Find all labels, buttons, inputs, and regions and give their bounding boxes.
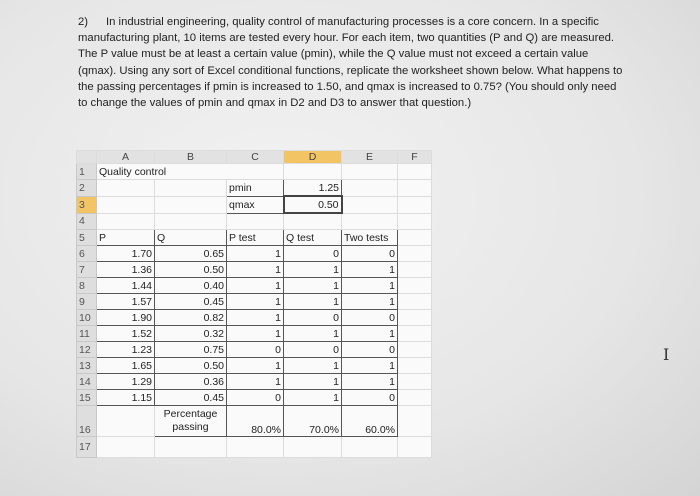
header-p-test[interactable]: P test bbox=[227, 230, 284, 246]
select-all[interactable] bbox=[77, 151, 97, 164]
p-test-cell[interactable]: 0 bbox=[227, 342, 284, 358]
qmax-value-selected[interactable]: 0.50 bbox=[284, 196, 342, 213]
row-header[interactable]: 6 bbox=[77, 246, 97, 262]
column-header-b[interactable]: B bbox=[155, 151, 227, 164]
pmin-label[interactable]: pmin bbox=[227, 180, 284, 197]
question-text bbox=[78, 14, 623, 111]
cell[interactable] bbox=[155, 180, 227, 197]
q-test-cell[interactable]: 0 bbox=[284, 246, 342, 262]
cell[interactable] bbox=[398, 358, 432, 374]
p-value-cell[interactable]: 1.44 bbox=[97, 278, 155, 294]
question-body: In industrial engineering, quality control of manufacturing processes is a core concern. In a specific manufacturing plant, 10 items are tested every hour. For each item, two quantities (P and Q) are measured. The P value must be at least a certain value (pmin), while the Q value must not exceed a certain value (qmax). Using any sort of Excel conditional functions, replicate the worksheet shown below. What happens to the passing percentages if pmin is increased to 1.50, and qmax is increased to 0.75? (You should only need to change the values of pmin and qmax in D2 and D3 to answer that question.) bbox=[78, 16, 623, 110]
column-header-e[interactable]: E bbox=[342, 151, 398, 164]
two-tests-cell[interactable]: 1 bbox=[342, 358, 398, 374]
cell[interactable] bbox=[398, 294, 432, 310]
cell[interactable] bbox=[155, 213, 227, 230]
table-row bbox=[77, 246, 432, 262]
p-value-cell[interactable]: 1.15 bbox=[97, 390, 155, 406]
q-test-cell[interactable]: 1 bbox=[284, 326, 342, 342]
two-tests-cell[interactable]: 1 bbox=[342, 294, 398, 310]
cell[interactable] bbox=[342, 213, 398, 230]
cell[interactable] bbox=[398, 374, 432, 390]
q-value-cell[interactable]: 0.40 bbox=[155, 278, 227, 294]
q-value-cell[interactable]: 0.82 bbox=[155, 310, 227, 326]
p-test-cell[interactable]: 1 bbox=[227, 374, 284, 390]
cell[interactable] bbox=[398, 230, 432, 246]
p-test-cell[interactable]: 1 bbox=[227, 262, 284, 278]
q-value-cell[interactable]: 0.50 bbox=[155, 358, 227, 374]
text-cursor-icon: I bbox=[663, 345, 670, 364]
cell[interactable] bbox=[398, 262, 432, 278]
row-header[interactable]: 11 bbox=[77, 326, 97, 342]
table-row bbox=[77, 294, 432, 310]
qmax-label[interactable]: qmax bbox=[227, 196, 284, 213]
two-tests-cell[interactable]: 0 bbox=[342, 246, 398, 262]
q-test-cell[interactable]: 1 bbox=[284, 374, 342, 390]
two-tests-cell[interactable]: 0 bbox=[342, 310, 398, 326]
q-test-cell[interactable]: 0 bbox=[284, 310, 342, 326]
two-tests-cell[interactable]: 0 bbox=[342, 342, 398, 358]
cell[interactable] bbox=[398, 342, 432, 358]
p-value-cell[interactable]: 1.65 bbox=[97, 358, 155, 374]
cell[interactable] bbox=[398, 390, 432, 406]
q-value-cell[interactable]: 0.45 bbox=[155, 390, 227, 406]
row-header[interactable]: 5 bbox=[77, 230, 97, 246]
table-row bbox=[77, 262, 432, 278]
q-value-cell[interactable]: 0.36 bbox=[155, 374, 227, 390]
cell[interactable] bbox=[398, 437, 432, 458]
cell[interactable] bbox=[398, 326, 432, 342]
cell[interactable] bbox=[155, 196, 227, 213]
cell[interactable] bbox=[97, 180, 155, 197]
row-header[interactable]: 16 bbox=[77, 406, 97, 437]
q-test-cell[interactable]: 1 bbox=[284, 390, 342, 406]
p-value-cell[interactable]: 1.57 bbox=[97, 294, 155, 310]
cell[interactable] bbox=[284, 213, 342, 230]
sheet-title[interactable]: Quality control bbox=[97, 164, 227, 180]
q-test-cell[interactable]: 1 bbox=[284, 358, 342, 374]
p-value-cell[interactable]: 1.52 bbox=[97, 326, 155, 342]
p-test-cell[interactable]: 1 bbox=[227, 326, 284, 342]
question-number: 2) bbox=[78, 16, 89, 28]
q-test-pct[interactable]: 70.0% bbox=[284, 406, 342, 437]
cell[interactable] bbox=[97, 196, 155, 213]
two-tests-cell[interactable]: 1 bbox=[342, 278, 398, 294]
two-tests-cell[interactable]: 1 bbox=[342, 374, 398, 390]
row-header[interactable]: 4 bbox=[77, 213, 97, 230]
cell[interactable] bbox=[342, 196, 398, 213]
table-row bbox=[77, 390, 432, 406]
percentage-passing-label[interactable] bbox=[155, 406, 227, 437]
cell[interactable] bbox=[398, 406, 432, 437]
q-value-cell[interactable]: 0.50 bbox=[155, 262, 227, 278]
cell[interactable] bbox=[227, 213, 284, 230]
header-q[interactable]: Q bbox=[155, 230, 227, 246]
p-value-cell[interactable]: 1.90 bbox=[97, 310, 155, 326]
cell[interactable] bbox=[398, 246, 432, 262]
row-header[interactable]: 7 bbox=[77, 262, 97, 278]
q-value-cell[interactable]: 0.32 bbox=[155, 326, 227, 342]
p-test-pct[interactable]: 80.0% bbox=[227, 406, 284, 437]
table-row bbox=[77, 310, 432, 326]
row-header[interactable]: 1 bbox=[77, 164, 97, 180]
column-header-f[interactable]: F bbox=[398, 151, 432, 164]
q-value-cell[interactable]: 0.75 bbox=[155, 342, 227, 358]
two-tests-cell[interactable]: 1 bbox=[342, 262, 398, 278]
cell[interactable] bbox=[97, 406, 155, 437]
p-test-cell[interactable]: 1 bbox=[227, 278, 284, 294]
header-q-test[interactable]: Q test bbox=[284, 230, 342, 246]
cell[interactable] bbox=[155, 437, 227, 458]
cell[interactable] bbox=[342, 437, 398, 458]
q-test-cell[interactable]: 1 bbox=[284, 278, 342, 294]
row-header[interactable]: 3 bbox=[77, 196, 97, 213]
cell[interactable] bbox=[398, 180, 432, 197]
row-header[interactable]: 14 bbox=[77, 374, 97, 390]
cell[interactable] bbox=[342, 180, 398, 197]
column-headers bbox=[77, 151, 432, 164]
cell[interactable] bbox=[398, 310, 432, 326]
spreadsheet[interactable] bbox=[76, 150, 432, 458]
pct-label-line2: passing bbox=[172, 421, 209, 433]
pmin-value[interactable]: 1.25 bbox=[284, 180, 342, 197]
header-two-tests[interactable]: Two tests bbox=[342, 230, 398, 246]
cell[interactable] bbox=[284, 437, 342, 458]
table-row bbox=[77, 358, 432, 374]
cell[interactable] bbox=[227, 164, 284, 180]
p-value-cell[interactable]: 1.29 bbox=[97, 374, 155, 390]
row-header[interactable]: 12 bbox=[77, 342, 97, 358]
table-row bbox=[77, 278, 432, 294]
q-test-cell[interactable]: 1 bbox=[284, 262, 342, 278]
two-tests-pct[interactable]: 60.0% bbox=[342, 406, 398, 437]
p-value-cell[interactable]: 1.36 bbox=[97, 262, 155, 278]
p-value-cell[interactable]: 1.23 bbox=[97, 342, 155, 358]
cell[interactable] bbox=[342, 164, 398, 180]
column-header-d[interactable]: D bbox=[284, 151, 342, 164]
column-header-a[interactable]: A bbox=[97, 151, 155, 164]
pct-label-line1: Percentage bbox=[163, 408, 218, 420]
cell[interactable] bbox=[398, 164, 432, 180]
cell[interactable] bbox=[97, 213, 155, 230]
row-header[interactable]: 8 bbox=[77, 278, 97, 294]
cell[interactable] bbox=[398, 213, 432, 230]
cell[interactable] bbox=[97, 437, 155, 458]
q-test-cell[interactable]: 0 bbox=[284, 342, 342, 358]
table-row bbox=[77, 374, 432, 390]
p-test-cell[interactable]: 1 bbox=[227, 294, 284, 310]
two-tests-cell[interactable]: 0 bbox=[342, 390, 398, 406]
table-row bbox=[77, 342, 432, 358]
q-test-cell[interactable]: 1 bbox=[284, 294, 342, 310]
p-test-cell[interactable]: 0 bbox=[227, 390, 284, 406]
q-value-cell[interactable]: 0.45 bbox=[155, 294, 227, 310]
column-header-c[interactable]: C bbox=[227, 151, 284, 164]
row-header[interactable]: 9 bbox=[77, 294, 97, 310]
two-tests-cell[interactable]: 1 bbox=[342, 326, 398, 342]
row-header[interactable]: 2 bbox=[77, 180, 97, 197]
p-test-cell[interactable]: 1 bbox=[227, 310, 284, 326]
q-value-cell[interactable]: 0.65 bbox=[155, 246, 227, 262]
cell[interactable] bbox=[398, 278, 432, 294]
cell[interactable] bbox=[284, 164, 342, 180]
row-header[interactable]: 13 bbox=[77, 358, 97, 374]
row-header[interactable]: 17 bbox=[77, 437, 97, 458]
p-value-cell[interactable]: 1.70 bbox=[97, 246, 155, 262]
header-p[interactable]: P bbox=[97, 230, 155, 246]
cell[interactable] bbox=[398, 196, 432, 213]
p-test-cell[interactable]: 1 bbox=[227, 246, 284, 262]
cell[interactable] bbox=[227, 437, 284, 458]
row-header[interactable]: 10 bbox=[77, 310, 97, 326]
table-row bbox=[77, 326, 432, 342]
row-header[interactable]: 15 bbox=[77, 390, 97, 406]
p-test-cell[interactable]: 1 bbox=[227, 358, 284, 374]
